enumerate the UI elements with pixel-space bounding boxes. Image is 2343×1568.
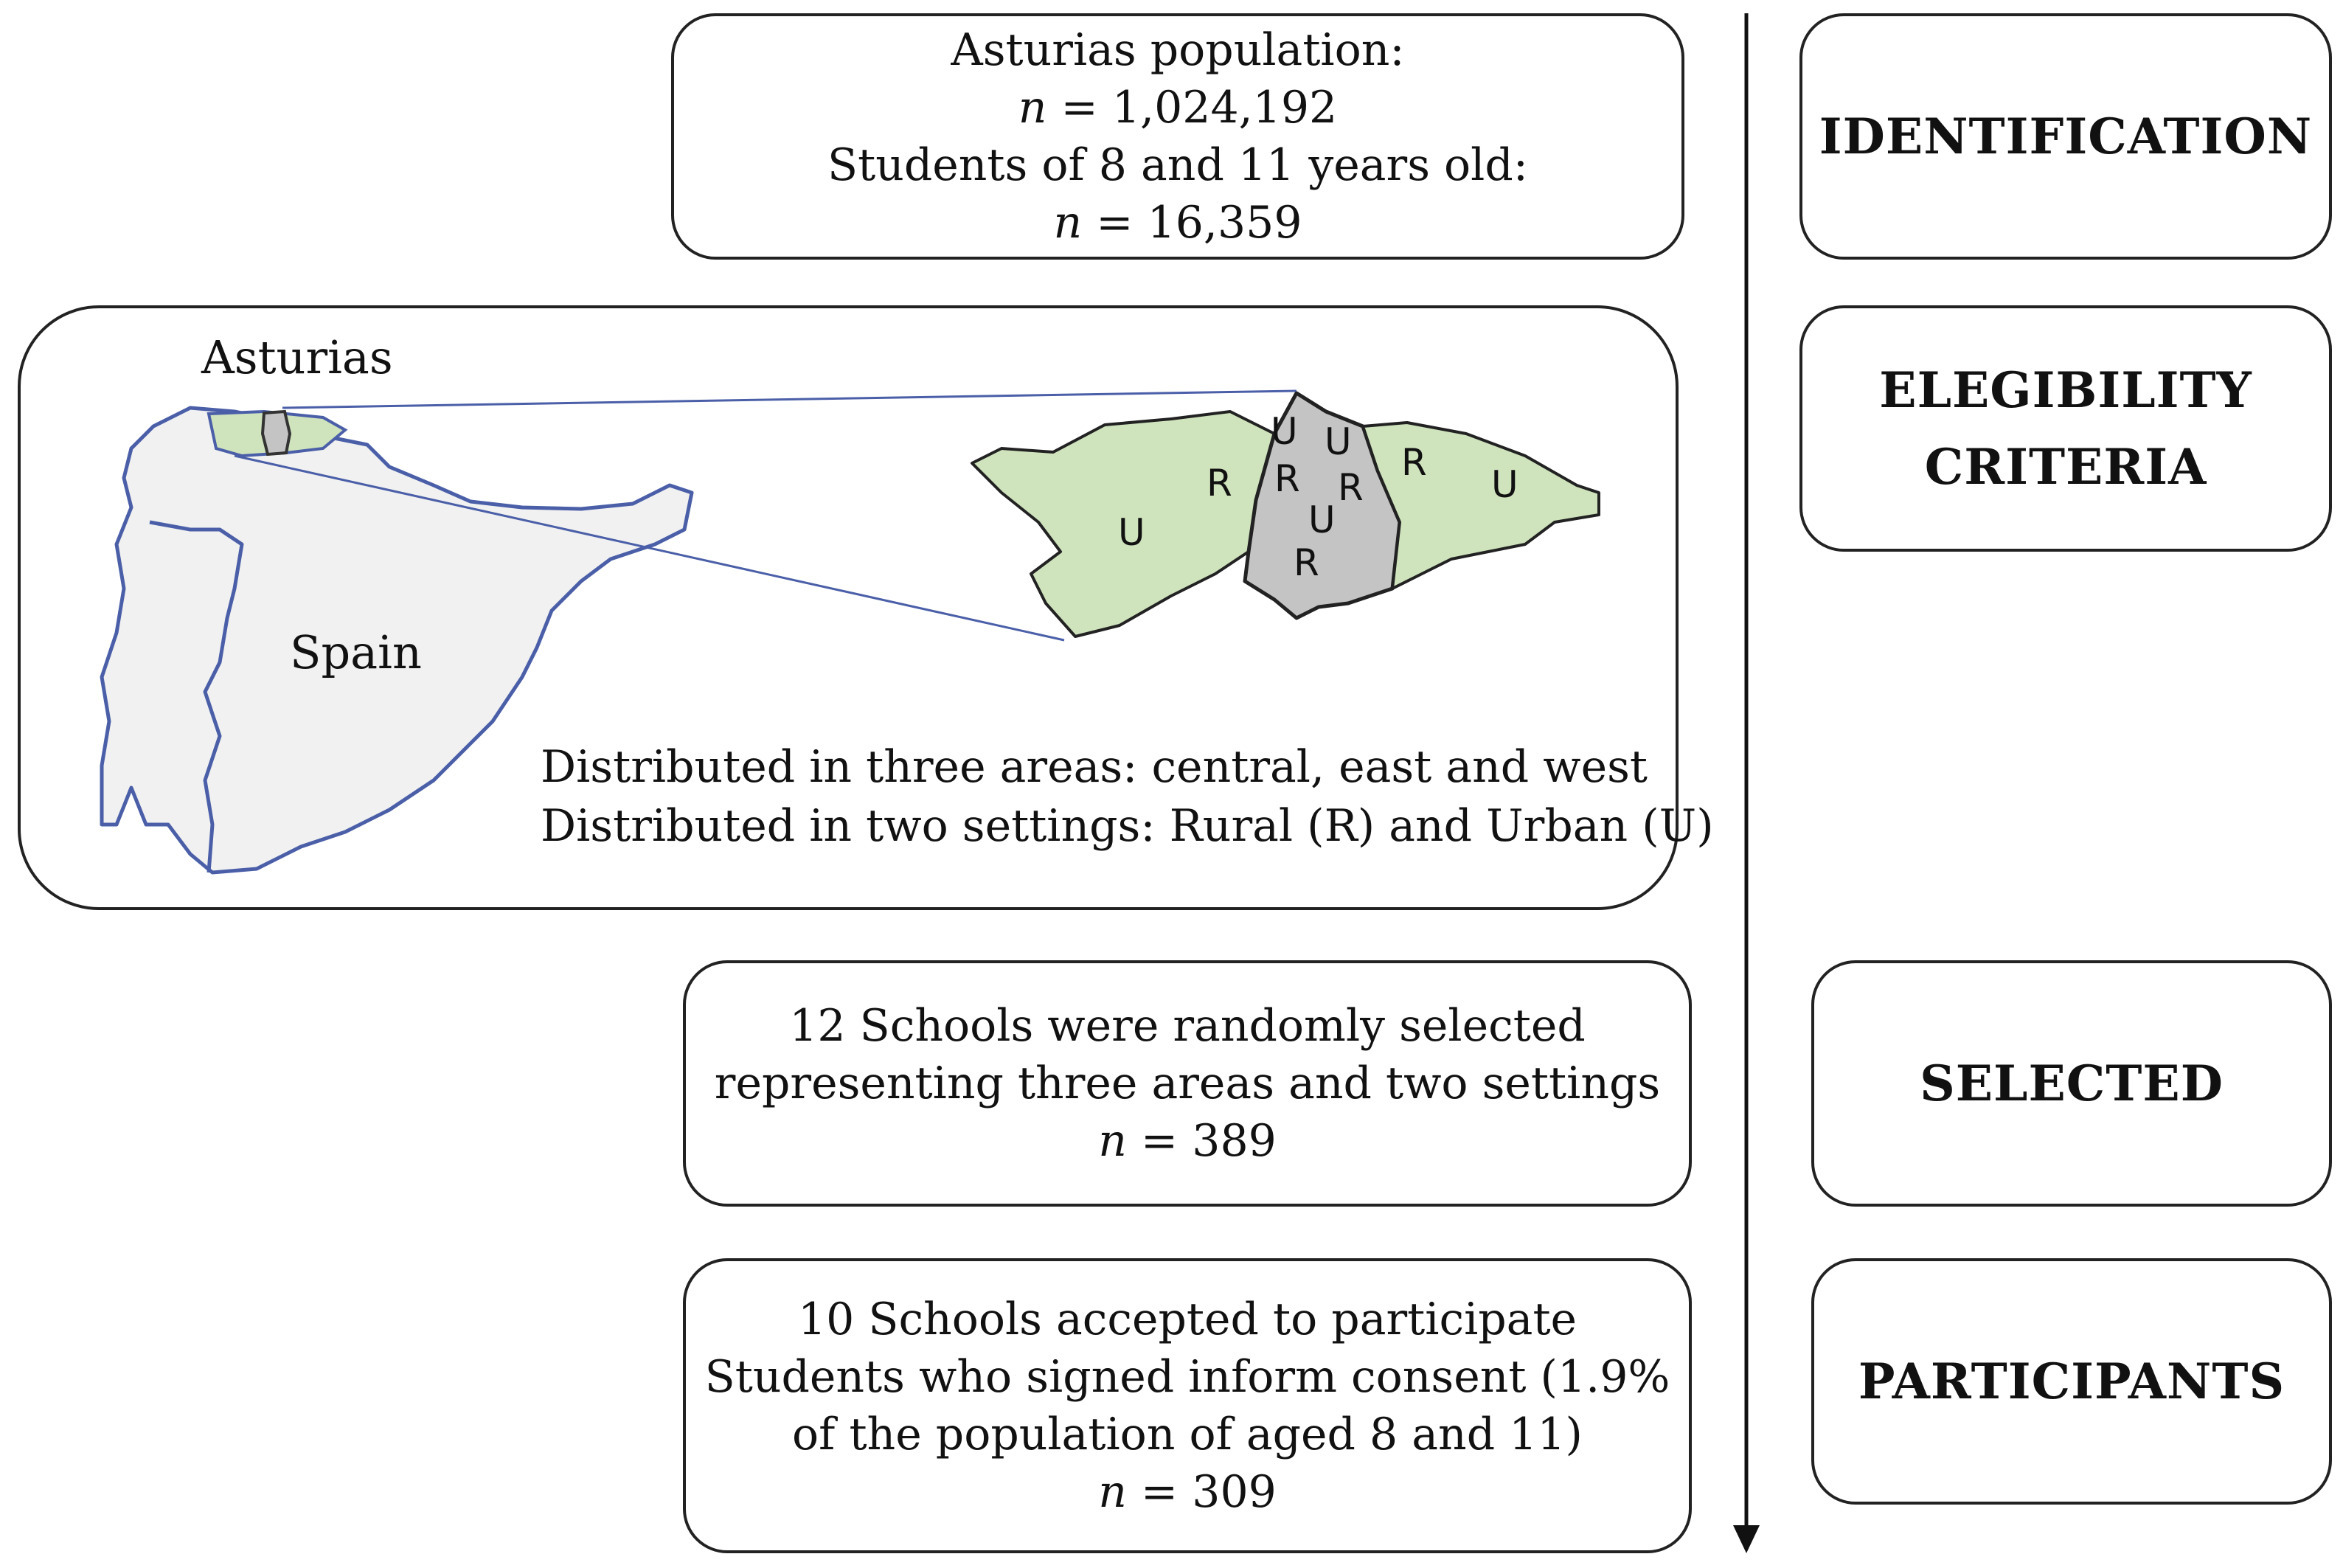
- stage-participants: PARTICIPANTS: [1811, 1258, 2332, 1505]
- participants-line2: Students who signed inform consent (1.9%: [704, 1351, 1670, 1403]
- selected-box: [683, 960, 1692, 1207]
- eligibility-map-box: [18, 305, 1714, 910]
- population-label: Asturias population:: [951, 24, 1405, 76]
- mark-central-r2: R: [1338, 466, 1364, 509]
- stage-eligibility: ELEGIBILITY CRITERIA: [1799, 305, 2332, 552]
- mark-central-u3: U: [1308, 499, 1336, 541]
- caption-settings: Distributed in two settings: Rural (R) and Urban (U): [541, 800, 1714, 852]
- selected-line2: representing three areas and two settings: [714, 1058, 1661, 1109]
- mark-east-r: R: [1401, 441, 1427, 484]
- selected-count: n = 389: [1098, 1115, 1277, 1167]
- n-symbol: n: [1098, 1466, 1127, 1518]
- students-count: n = 16,359: [1053, 197, 1302, 249]
- caption-areas: Distributed in three areas: central, east and west: [541, 741, 1648, 793]
- asturias-east: [1363, 423, 1599, 589]
- mark-central-r1: R: [1274, 457, 1300, 500]
- stage-selected: SELECTED: [1811, 960, 2332, 1207]
- selected-line1: 12 Schools were randomly selected: [789, 1000, 1586, 1052]
- mark-west-u: U: [1118, 511, 1145, 554]
- identification-box: [671, 13, 1684, 260]
- mark-central-r3: R: [1294, 541, 1319, 584]
- participants-line3: of the population of aged 8 and 11): [792, 1409, 1583, 1460]
- stage-identification: IDENTIFICATION: [1799, 13, 2332, 260]
- mark-west-r: R: [1207, 462, 1232, 504]
- participants-count: n = 309: [1098, 1466, 1277, 1518]
- mark-central-u2: U: [1325, 420, 1352, 463]
- participants-line1: 10 Schools accepted to participate: [797, 1294, 1577, 1345]
- spain-label: Spain: [290, 625, 422, 679]
- n-symbol: n: [1018, 82, 1047, 133]
- n-symbol: n: [1098, 1115, 1127, 1167]
- n-symbol: n: [1053, 197, 1083, 249]
- population-count: n = 1,024,192: [1018, 82, 1338, 133]
- mark-central-u1: U: [1271, 410, 1298, 453]
- map-caption: [541, 738, 1714, 856]
- mark-east-u: U: [1491, 463, 1518, 506]
- students-label: Students of 8 and 11 years old:: [827, 139, 1528, 191]
- asturias-small-central: [263, 412, 290, 454]
- participants-box: [683, 1258, 1692, 1553]
- asturias-label: Asturias: [201, 330, 393, 384]
